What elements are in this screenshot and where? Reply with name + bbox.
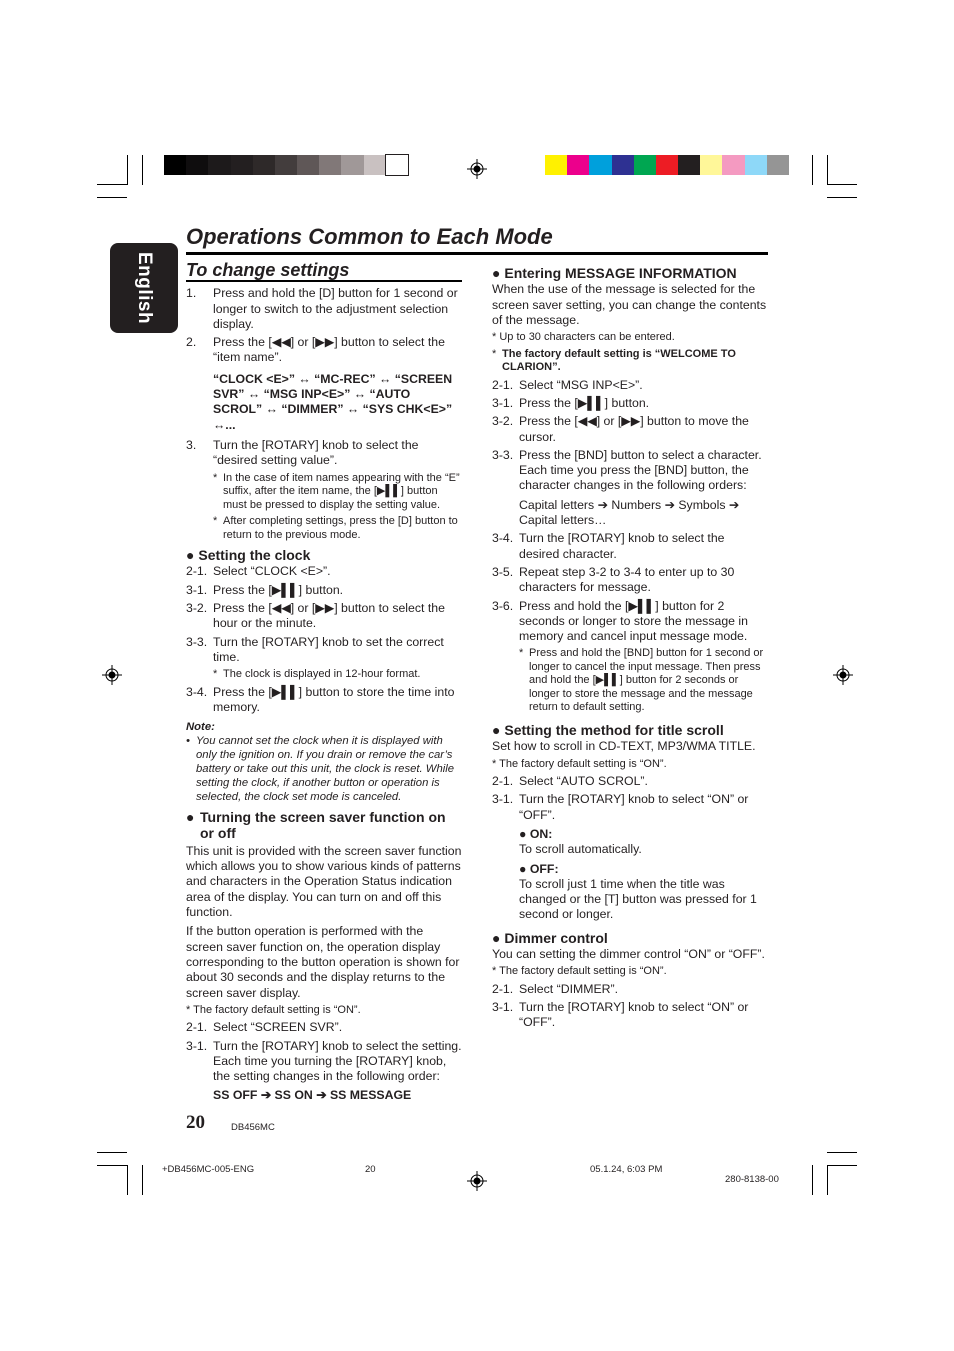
language-tab-label: English: [134, 251, 155, 325]
print-sheet: 20: [365, 1164, 376, 1175]
crop-mark: [827, 197, 857, 198]
step: 3-2. Press the [◀◀] or [▶▶] button to select the hour or the minute.: [186, 600, 445, 631]
crop-mark: [97, 184, 127, 185]
bullet-icon: ●: [519, 826, 527, 841]
paragraph: This unit is provided with the screen saver function which allows you to show various kinds of patterns and characters in the Operation Status indication area of the display. You can turn on and off this function.: [186, 843, 462, 920]
subsection-heading: ● Setting the method for title scroll: [492, 721, 724, 738]
subsection-heading: ● Entering MESSAGE INFORMATION: [492, 265, 737, 281]
paragraph: When the use of the message is selected for the screen saver setting, you can change the contents of the message.: [492, 282, 767, 327]
color-swatch: [767, 155, 790, 175]
print-date: 05.1.24, 6:03 PM: [590, 1164, 663, 1175]
color-swatch: [656, 155, 679, 175]
color-swatch: [341, 155, 364, 175]
note: * After completing settings, press the [D] button to return to the previous mode.: [213, 515, 458, 541]
color-swatch: [231, 155, 254, 175]
item-chain: “CLOCK <E>” ↔ “MC-REC” ↔ “SCREEN SVR” ↔ “MSG INP<E>” ↔ “AUTO SCROL” ↔ “DIMMER” ↔ “SYS CHK<E>” ↔...: [213, 371, 453, 432]
step: 3-4. Turn the [ROTARY] knob to select the desired character.: [492, 531, 725, 561]
step: 3-5. Repeat step 3-2 to 3-4 to enter up to 30 characters for message.: [492, 564, 735, 595]
color-swatch: [678, 155, 701, 175]
color-swatch: [275, 155, 298, 175]
option-text: To scroll just 1 time when the title was changed or the [T] button was pressed for 1 second or longer.: [519, 876, 757, 922]
color-swatch: [186, 155, 209, 175]
note: * The factory default setting is “ON”.: [492, 757, 667, 770]
step: 3-1. Press the [▶▌▌] button.: [492, 395, 650, 410]
paragraph: You can setting the dimmer control “ON” or “OFF”.: [492, 947, 765, 961]
step: 3-1. Turn the [ROTARY] knob to select the setting. Each time you turning the [ROTARY] knob, the setting changes in the following order:: [186, 1038, 462, 1084]
registration-mark-icon: [467, 1171, 487, 1191]
bullet-icon: ●: [492, 721, 501, 738]
print-file: +DB456MC-005-ENG: [162, 1164, 255, 1175]
left-column: [186, 260, 462, 1104]
step: 3. Turn the [ROTARY] knob to select the “desired setting value”.: [186, 437, 419, 468]
note: * The clock is displayed in 12-hour format.: [213, 668, 421, 681]
step: 2-1. Select “AUTO SCROL”.: [492, 774, 648, 789]
note: * The factory default setting is “ON”.: [492, 965, 667, 978]
step: 2-1. Select “SCREEN SVR”.: [186, 1020, 343, 1035]
model-code: DB456MC: [231, 1122, 275, 1133]
crop-mark: [812, 155, 813, 185]
note: * The factory default setting is “ON”.: [186, 1003, 361, 1016]
print-code: 280-8138-00: [725, 1174, 779, 1185]
option-label: ● ON:: [519, 826, 553, 841]
section-heading: To change settings: [186, 260, 350, 280]
paragraph: Set how to scroll in CD-TEXT, MP3/WMA TITLE.: [492, 739, 756, 754]
step: 3-6. Press and hold the [▶▌▌] button for 2 seconds or longer to store the message in memory and cancel input message mode.: [492, 598, 748, 644]
option-text: To scroll automatically.: [519, 842, 642, 857]
color-swatch: [722, 155, 745, 175]
color-swatch: [253, 155, 276, 175]
bullet-icon: ●: [492, 265, 501, 281]
subsection-heading: ● Dimmer control: [492, 929, 608, 946]
color-swatch: [364, 155, 387, 175]
step: 3-1. Turn the [ROTARY] knob to select “ON” or “OFF”.: [492, 792, 749, 822]
crop-mark: [97, 1165, 127, 1166]
bullet-icon: ●: [492, 929, 501, 946]
note: * Press and hold the [BND] button for 1 second or longer to cancel the input message. Then press and hold the [▶▌▌] button for 2 seconds or longer to store the message and the message return to default setting.: [519, 647, 764, 714]
crop-mark: [127, 1165, 128, 1195]
crop-mark: [142, 1165, 143, 1195]
page-title: Operations Common to Each Mode: [186, 224, 553, 249]
color-swatch: [297, 155, 320, 175]
crop-mark: [827, 184, 857, 185]
registration-mark-icon: [467, 159, 487, 179]
color-swatch: [545, 155, 568, 175]
bullet-icon: ●: [519, 861, 527, 876]
crop-mark: [97, 1152, 127, 1153]
option-label: ● OFF:: [519, 861, 559, 876]
subsection-heading: ● Setting the clock: [186, 547, 311, 564]
bullet-icon: ●: [186, 809, 195, 826]
heading-rule: [186, 280, 462, 282]
crop-mark: [812, 1165, 813, 1195]
order-sequence: Capital letters ➔ Numbers ➔ Symbols ➔ Capital letters…: [519, 497, 740, 528]
crop-mark: [827, 1165, 828, 1195]
color-swatch: [700, 155, 723, 175]
bullet-icon: ●: [186, 547, 195, 564]
note-text: • You cannot set the clock when it is displayed with only the ignition on. If you drain or remove the car’s battery or take out this unit, the clock is reset. While setting the clock, if another button or operation is selected, the clock set mode is canceled.: [186, 735, 455, 804]
page-number: 20: [186, 1112, 205, 1133]
crop-mark: [827, 1165, 857, 1166]
color-swatch: [567, 155, 590, 175]
note: * Up to 30 characters can be entered.: [492, 331, 675, 344]
step: 3-3. Press the [BND] button to select a character. Each time you press the [BND] button, the character changes in the following orders:: [492, 447, 762, 493]
step: 2-1. Select “MSG INP<E>”.: [492, 377, 643, 392]
color-swatch: [745, 155, 768, 175]
right-column: [492, 266, 768, 1031]
step: 3-1. Turn the [ROTARY] knob to select “ON” or “OFF”.: [492, 1000, 749, 1030]
crop-mark: [827, 155, 828, 185]
step: 3-3. Turn the [ROTARY] knob to set the correct time.: [186, 634, 444, 664]
color-swatch: [589, 155, 612, 175]
note: * In the case of item names appearing with the “E” suffix, after the item name, the [▶▌▌] button must be pressed to display the setting value.: [213, 471, 460, 511]
color-swatch: [634, 155, 657, 175]
registration-mark-icon: [102, 665, 122, 685]
crop-mark: [127, 155, 128, 185]
crop-mark: [142, 155, 143, 185]
title-rule: [186, 252, 768, 255]
step: 2. Press the [◀◀] or [▶▶] button to select the “item name”.: [186, 335, 445, 365]
order-sequence: SS OFF ➔ SS ON ➔ SS MESSAGE: [213, 1088, 412, 1103]
color-swatch: [319, 155, 342, 175]
step: 3-1. Press the [▶▌▌] button.: [186, 582, 344, 597]
step: 3-2. Press the [◀◀] or [▶▶] button to move the cursor.: [492, 414, 749, 444]
crop-mark: [827, 1152, 857, 1153]
color-swatch: [612, 155, 635, 175]
note: * The factory default setting is “WELCOME TO CLARION”.: [492, 347, 736, 374]
color-swatch: [386, 155, 409, 175]
paragraph: If the button operation is performed with the screen saver function on, the operation display corresponding to the button operation is shown for about 30 seconds and the display returns to the screen saver display.: [186, 924, 460, 1000]
color-swatch: [164, 155, 187, 175]
step: 1. Press and hold the [D] button for 1 second or longer to switch to the adjustment selection display.: [186, 286, 458, 331]
step: 3-4. Press the [▶▌▌] button to store the time into memory.: [186, 684, 455, 714]
crop-mark: [97, 197, 127, 198]
registration-mark-icon: [833, 665, 853, 685]
language-tab: [110, 243, 178, 333]
subsection-heading: ● Turning the screen saver function on or off: [186, 809, 446, 841]
note-title: Note:: [186, 721, 215, 734]
step: 2-1. Select “DIMMER”.: [492, 981, 619, 996]
color-swatch: [208, 155, 231, 175]
step: 2-1. Select “CLOCK <E>”.: [186, 564, 331, 579]
